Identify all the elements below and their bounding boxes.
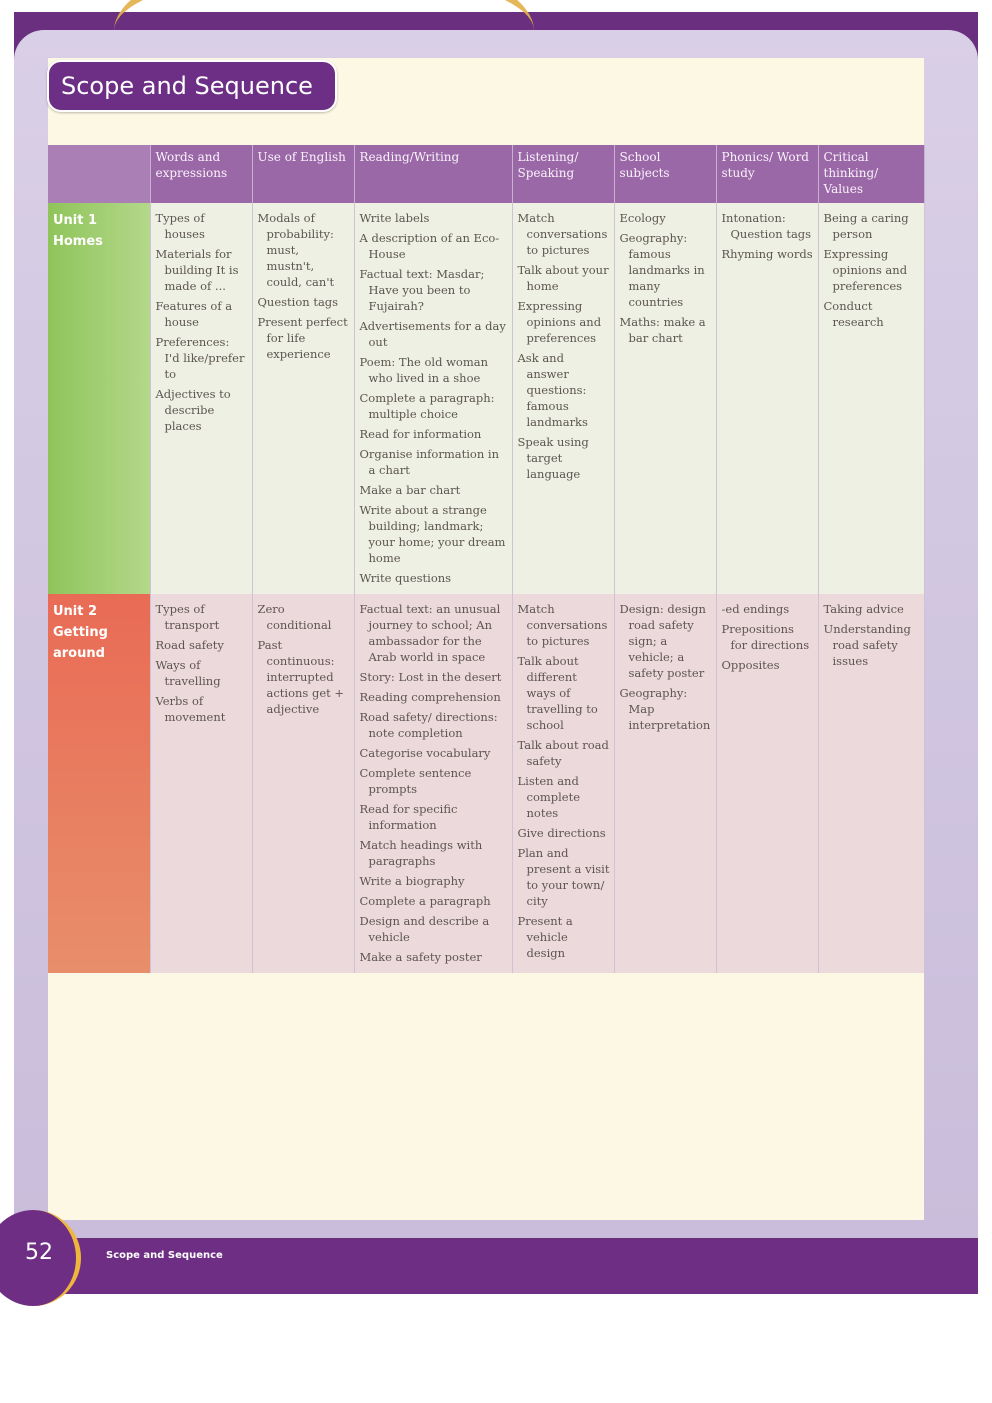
list-item: Geography: famous landmarks in many countries [619, 231, 705, 309]
header-row [48, 145, 924, 203]
list-item: Give directions [517, 826, 606, 840]
cell-school [614, 203, 716, 594]
list-item: Ways of travelling [155, 658, 221, 688]
list-item: Match conversations to pictures [517, 602, 608, 648]
unit-name: Homes [53, 234, 103, 249]
cell-phonics [716, 594, 818, 973]
list-item: Complete a paragraph [359, 894, 491, 908]
list-item: Maths: make a bar chart [619, 315, 706, 345]
list-item: Features of a house [155, 299, 233, 329]
list-item: Factual text: Masdar; Have you been to Fujairah? [359, 267, 485, 313]
list-item: Types of houses [155, 211, 205, 241]
list-item: Complete a paragraph: multiple choice [359, 391, 495, 421]
list-item: Write questions [359, 571, 452, 585]
list-item: Read for information [359, 427, 482, 441]
list-item: Types of transport [155, 602, 220, 632]
list-item: Complete sentence prompts [359, 766, 472, 796]
cell-words [150, 203, 252, 594]
list-item: Expressing opinions and preferences [823, 247, 908, 293]
list-item: Poem: The old woman who lived in a shoe [359, 355, 489, 385]
list-item: Verbs of movement [155, 694, 226, 724]
list-item: Present perfect for life experience [257, 315, 348, 361]
list-item: Present a vehicle design [517, 914, 573, 960]
list-item: Advertisements for a day out [359, 319, 506, 349]
list-item: Write labels [359, 211, 430, 225]
cell-critical [818, 594, 924, 973]
table-row [48, 594, 924, 973]
list-item: Story: Lost in the desert [359, 670, 502, 684]
header-critical: Critical thinking/ Values [818, 145, 924, 203]
cell-english [252, 594, 354, 973]
footer-label: Scope and Sequence [106, 1250, 223, 1261]
list-item: Design and describe a vehicle [359, 914, 490, 944]
header-school: School subjects [614, 145, 716, 203]
cell-critical [818, 203, 924, 594]
header-english: Use of English [252, 145, 354, 203]
list-item: Talk about your home [517, 263, 609, 293]
list-item: Reading comprehension [359, 690, 501, 704]
list-item: Organise information in a chart [359, 447, 499, 477]
list-item: Write about a strange building; landmark; your home; your dream home [359, 503, 506, 565]
list-item: Ecology [619, 211, 666, 225]
list-item: Talk about different ways of travelling to school [517, 654, 598, 732]
list-item: Prepositions for directions [721, 622, 810, 652]
unit-label-cell [48, 594, 150, 973]
cell-reading [354, 203, 512, 594]
list-item: Expressing opinions and preferences [517, 299, 602, 345]
list-item: Road safety [155, 638, 224, 652]
cell-school [614, 594, 716, 973]
list-item: Zero conditional [257, 602, 332, 632]
list-item: Conduct research [823, 299, 884, 329]
list-item: Make a safety poster [359, 950, 482, 964]
list-item: Geography: Map interpretation [619, 686, 711, 732]
header-corner [48, 145, 150, 203]
list-item: Ask and answer questions: famous landmarks [517, 351, 588, 429]
list-item: Opposites [721, 658, 780, 672]
list-item: Factual text: an unusual journey to school; An ambassador for the Arab world in space [359, 602, 501, 664]
cell-phonics [716, 203, 818, 594]
header-listening: Listening/ Speaking [512, 145, 614, 203]
unit-number: Unit 1 [53, 213, 98, 228]
header-phonics: Phonics/ Word study [716, 145, 818, 203]
page-title: Scope and Sequence [47, 60, 337, 112]
list-item: Make a bar chart [359, 483, 461, 497]
unit-name: Getting around [53, 625, 108, 661]
page-number: 52 [25, 1240, 53, 1265]
unit-number: Unit 2 [53, 604, 98, 619]
list-item: Plan and present a visit to your town/ city [517, 846, 610, 908]
list-item: Taking advice [823, 602, 904, 616]
cell-listening [512, 203, 614, 594]
unit-label-cell [48, 203, 150, 594]
scope-table [48, 145, 925, 973]
list-item: Speak using target language [517, 435, 589, 481]
list-item: Materials for building It is made of ... [155, 247, 239, 293]
cell-english [252, 203, 354, 594]
list-item: Rhyming words [721, 247, 813, 261]
footer-band [14, 1240, 978, 1294]
list-item: Categorise vocabulary [359, 746, 491, 760]
list-item: Talk about road safety [517, 738, 609, 768]
cell-reading [354, 594, 512, 973]
list-item: Match conversations to pictures [517, 211, 608, 257]
list-item: Intonation: Question tags [721, 211, 812, 241]
list-item: Write a biography [359, 874, 465, 888]
list-item: Read for specific information [359, 802, 458, 832]
list-item: Design: design road safety sign; a vehicle; a safety poster [619, 602, 706, 680]
cell-words [150, 594, 252, 973]
list-item: Understanding road safety issues [823, 622, 911, 668]
table-row [48, 203, 924, 594]
header-reading: Reading/Writing [354, 145, 512, 203]
list-item: -ed endings [721, 602, 790, 616]
list-item: Preferences: I'd like/prefer to [155, 335, 245, 381]
list-item: A description of an Eco-House [359, 231, 500, 261]
list-item: Being a caring person [823, 211, 909, 241]
list-item: Question tags [257, 295, 339, 309]
list-item: Modals of probability: must, mustn't, could, can't [257, 211, 335, 289]
cell-listening [512, 594, 614, 973]
list-item: Listen and complete notes [517, 774, 581, 820]
list-item: Adjectives to describe places [155, 387, 231, 433]
header-words: Words and expressions [150, 145, 252, 203]
list-item: Road safety/ directions: note completion [359, 710, 498, 740]
list-item: Past continuous: interrupted actions get + adjective [257, 638, 345, 716]
list-item: Match headings with paragraphs [359, 838, 483, 868]
